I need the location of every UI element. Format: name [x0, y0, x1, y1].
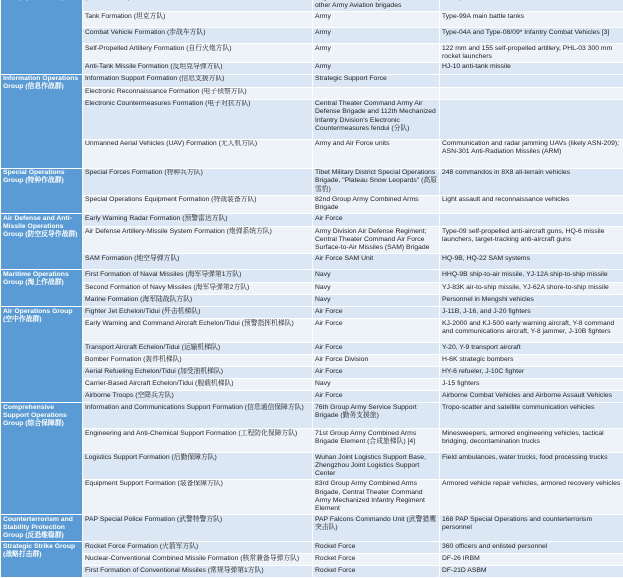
group-name-cell — [1, 515, 83, 542]
equipment-cell: H-6K strategic bombers — [440, 355, 623, 367]
equipment-cell: 168 PAP Special Operations and counterterrorism personnel — [440, 515, 623, 542]
service-cell: Rocket Force — [313, 566, 440, 578]
equipment-cell: Field ambulances, water trucks, food processing trucks — [440, 453, 623, 480]
unit-cell — [83, 0, 313, 12]
unit-cell: Airborne Troops (空降兵方队) — [83, 391, 313, 403]
unit-cell: Electronic Reconnaissance Formation (电子侦察方队) — [83, 87, 313, 99]
unit-cell: Early Warning and Command Aircraft Echelon/Tidui (预警指挥机梯队) — [83, 319, 313, 343]
equipment-cell: Armored vehicle repair vehicles, armored recovery vehicles — [440, 479, 623, 514]
table-row — [1, 307, 623, 319]
group-name-zh: (信息作战群) — [25, 83, 64, 90]
equipment-cell: DF-26 IRBM — [440, 554, 623, 566]
group-name: Maritime Operations Group — [3, 271, 69, 286]
unit-cell: Air Defense Artillery-Missile System Formation (炮弹系统方队) — [83, 227, 313, 254]
unit-cell: Tank Formation (坦克方队) — [83, 12, 313, 28]
service-cell: 83rd Group Army Combined Arms Brigade, Central Theater Command Army Mechanized Infantry Regiment Element — [313, 479, 440, 514]
unit-cell: Equipment Support Formation (装备保障方队) — [83, 479, 313, 514]
service-cell: Air Force — [313, 367, 440, 379]
unit-cell: Combat Vehicle Formation (步战车方队) — [83, 28, 313, 44]
table-row — [1, 295, 623, 307]
service-cell: Strategic Support Force — [313, 74, 440, 87]
service-cell: Army — [313, 28, 440, 44]
service-cell: Rocket Force — [313, 554, 440, 566]
service-cell: Army — [313, 62, 440, 74]
equipment-cell: 122 mm and 155 self-propelled artillery, PHL-03 300 mm rocket launchers — [440, 44, 623, 63]
equipment-cell: Tropo-scatter and satellite communication vehicles — [440, 403, 623, 429]
equipment-cell — [440, 74, 623, 87]
unit-cell: Electronic Countermeasures Formation (电子对抗方队) — [83, 99, 313, 139]
group-name: Counterterrorism and Stability Protection Group — [3, 516, 73, 540]
service-cell: Air Force — [313, 307, 440, 319]
service-cell: Air Force — [313, 319, 440, 343]
unit-cell: First Formation of Naval Missiles (海军导弹第1方队) — [83, 270, 313, 283]
service-cell: Navy — [313, 295, 440, 307]
group-name: Special Operations Group — [3, 169, 65, 184]
unit-cell: Early Warning Radar Formation (预警雷达方队) — [83, 214, 313, 227]
table-row — [1, 214, 623, 227]
table-row — [1, 44, 623, 63]
table-row — [1, 379, 623, 391]
group-name-cell — [1, 307, 83, 403]
table-row — [1, 403, 623, 429]
equipment-cell: 248 commandos in 8X8 all-terrain vehicles — [440, 168, 623, 195]
service-cell: Air Force — [313, 391, 440, 403]
group-name-zh: (反恐维稳群) — [25, 532, 64, 539]
group-name-cell — [1, 168, 83, 213]
group-name: Comprehensive Support Operations Group — [3, 404, 67, 428]
table-row — [1, 391, 623, 403]
equipment-cell: Airborne Combat Vehicles and Airborne Assault Vehicles — [440, 391, 623, 403]
equipment-cell: HY-6 refueler, J-10C fighter — [440, 367, 623, 379]
equipment-cell: 360 officers and enlisted personnel — [440, 542, 623, 554]
unit-cell: Anti-Tank Missile Formation (反坦克导弹方队) — [83, 62, 313, 74]
group-name-zh: (战略打击群) — [3, 551, 42, 558]
equipment-cell: HHQ-9B ship-to-air missile, YJ-12A ship-to-ship missile — [440, 270, 623, 283]
group-name-zh: (特种作战群) — [25, 177, 64, 184]
equipment-cell — [440, 87, 623, 99]
equipment-cell: Personnel in Mengshi vehicles — [440, 295, 623, 307]
service-cell: 82nd Group Army Combined Arms Brigade — [313, 195, 440, 214]
table-row — [1, 319, 623, 343]
table-row — [1, 168, 623, 195]
equipment-cell: Type-04A and Type-08/09* Infantry Combat Vehicles [3] — [440, 28, 623, 44]
table-row — [1, 0, 623, 12]
unit-cell: Aerial Refueling Echelon/Tidui (加受油机梯队) — [83, 367, 313, 379]
unit-cell: Fighter Jet Echelon/Tidui (歼击机梯队) — [83, 307, 313, 319]
service-cell: Air Force SAM Unit — [313, 254, 440, 270]
unit-cell: Information and Communications Support Formation (信息通信保障方队) — [83, 403, 313, 429]
equipment-cell: J-11B, J-16, and J-20 fighters — [440, 307, 623, 319]
table-row — [1, 554, 623, 566]
service-cell: Wuhan Joint Logistics Support Base, Zhengzhou Joint Logistics Support Center — [313, 453, 440, 480]
table-row — [1, 367, 623, 379]
service-cell: Air Force — [313, 343, 440, 355]
group-name-cell — [1, 74, 83, 168]
group-name: Air Defense and Anti-Missile Operations Group — [3, 215, 72, 239]
equipment-cell: HQ-9B, HQ-22 SAM systems — [440, 254, 623, 270]
service-cell: Air Force Division — [313, 355, 440, 367]
group-name-zh: (海上作战群) — [25, 279, 64, 286]
group-name: Strategic Strike Group — [3, 543, 75, 550]
table-row — [1, 195, 623, 214]
equipment-cell: YJ-83K air-to-ship missile, YJ-62A shore-to-ship missile — [440, 283, 623, 295]
table-row — [1, 74, 623, 87]
service-cell: PAP Falcons Commando Unit (武警猎鹰突击队) — [313, 515, 440, 542]
equipment-cell: KJ-2000 and KJ-500 early warning aircraft, Y-8 command and communications aircraft, Y-8 jammer, J-10B fighters — [440, 319, 623, 343]
service-cell: Army Division Air Defense Regiment; Central Theater Command Air Force Surface-to-Air Missiles (SAM) Brigade — [313, 227, 440, 254]
table-row — [1, 99, 623, 139]
equipment-cell: Type-09 self-propelled anti-aircraft guns, HQ-6 missile launchers, target-tracking anti-aircraft guns — [440, 227, 623, 254]
service-cell: other Army Aviation brigades — [313, 0, 440, 12]
unit-cell: Information Support Formation (信息支援方队) — [83, 74, 313, 87]
service-cell: Army — [313, 44, 440, 63]
equipment-cell: Type-99A main battle tanks — [440, 12, 623, 28]
table-row — [1, 28, 623, 44]
group-name: Information Operations Group — [3, 75, 78, 90]
table-row — [1, 139, 623, 168]
equipment-cell: HJ-10 anti-tank missile — [440, 62, 623, 74]
unit-cell: First Formation of Conventional Missiles (常规导弹第1方队) — [83, 566, 313, 578]
equipment-cell: Minesweepers, armored engineering vehicles, tactical bridging, decontamination trucks — [440, 429, 623, 453]
equipment-cell — [440, 0, 623, 12]
table-row — [1, 453, 623, 480]
service-cell: Air Force — [313, 214, 440, 227]
equipment-cell: Light assault and reconnaissance vehicles — [440, 195, 623, 214]
service-cell: Navy — [313, 379, 440, 391]
unit-cell: Nuclear-Conventional Combined Missile Formation (核常兼备导弹方队) — [83, 554, 313, 566]
service-cell: Army — [313, 12, 440, 28]
table-row — [1, 270, 623, 283]
unit-cell: Special Forces Formation (特种兵方队) — [83, 168, 313, 195]
table-row — [1, 87, 623, 99]
unit-cell: Transport Aircraft Echelon/Tidui (运输机梯队) — [83, 343, 313, 355]
equipment-cell: Communication and radar jamming UAVs (likely ASN-209); ASN-301 Anti-Radiation Missiles (ARM) — [440, 139, 623, 168]
table-row — [1, 515, 623, 542]
service-cell: Army and Air Force units — [313, 139, 440, 168]
table-row — [1, 479, 623, 514]
service-cell: Tibet Military District Special Operations Brigade, "Plateau Snow Leopards" (高原雪豹) — [313, 168, 440, 195]
group-name-zh: (空中作战群) — [3, 316, 42, 323]
group-name-zh — [25, 0, 64, 1]
service-cell: Navy — [313, 283, 440, 295]
unit-cell: Logistics Support Formation (后勤保障方队) — [83, 453, 313, 480]
group-name-cell — [1, 0, 83, 74]
group-name-zh: (防空反导作战群) — [25, 231, 77, 238]
group-name-cell — [1, 270, 83, 307]
service-cell: Navy — [313, 270, 440, 283]
table-row — [1, 343, 623, 355]
table-row — [1, 355, 623, 367]
unit-cell: Engineering and Anti-Chemical Support Formation (工程防化保障方队) — [83, 429, 313, 453]
service-cell: 76th Group Army Service Support Brigade (勤务支援旅) — [313, 403, 440, 429]
unit-cell: Carrier-Based Aircraft Echelon/Tidui (舰载机梯队) — [83, 379, 313, 391]
table-row — [1, 62, 623, 74]
service-cell: Central Theater Command Army Air Defense Brigade and 112th Mechanized Infantry Division's Electronic Countermeasures fendui (分队) — [313, 99, 440, 139]
group-name: Air Operations Group — [3, 308, 73, 315]
group-name — [3, 0, 23, 1]
table-row — [1, 566, 623, 578]
unit-cell: Rocket Force Formation (火箭军方队) — [83, 542, 313, 554]
group-name-zh: (综合保障群) — [25, 420, 64, 427]
unit-cell: Marine Formation (海军陆战队方队) — [83, 295, 313, 307]
service-cell — [313, 87, 440, 99]
equipment-cell: J-15 fighters — [440, 379, 623, 391]
unit-cell: Second Formation of Navy Missiles (海军导弹第2方队) — [83, 283, 313, 295]
unit-cell: Self-Propelled Artillery Formation (自行火炮方队) — [83, 44, 313, 63]
equipment-cell: DF-21D ASBM — [440, 566, 623, 578]
group-name-cell — [1, 214, 83, 270]
unit-cell: Special Operations Equipment Formation (特战装备方队) — [83, 195, 313, 214]
unit-cell: Bomber Formation (轰炸机梯队) — [83, 355, 313, 367]
table-row — [1, 429, 623, 453]
table-row — [1, 12, 623, 28]
service-cell: 71st Group Army Combined Arms Brigade Element (合成旅梯队) [4] — [313, 429, 440, 453]
equipment-cell: Y-20, Y-9 transport aircraft — [440, 343, 623, 355]
unit-cell: SAM Formation (地空导弹方队) — [83, 254, 313, 270]
table-row — [1, 227, 623, 254]
table-row — [1, 542, 623, 554]
formation-table-body — [1, 0, 623, 578]
equipment-cell — [440, 214, 623, 227]
table-row — [1, 254, 623, 270]
service-cell: Rocket Force — [313, 542, 440, 554]
unit-cell: Unmanned Aerial Vehicles (UAV) Formation (无人机方队) — [83, 139, 313, 168]
unit-cell: PAP Special Police Formation (武警特警方队) — [83, 515, 313, 542]
equipment-cell — [440, 99, 623, 139]
group-name-cell — [1, 403, 83, 515]
table-row — [1, 283, 623, 295]
